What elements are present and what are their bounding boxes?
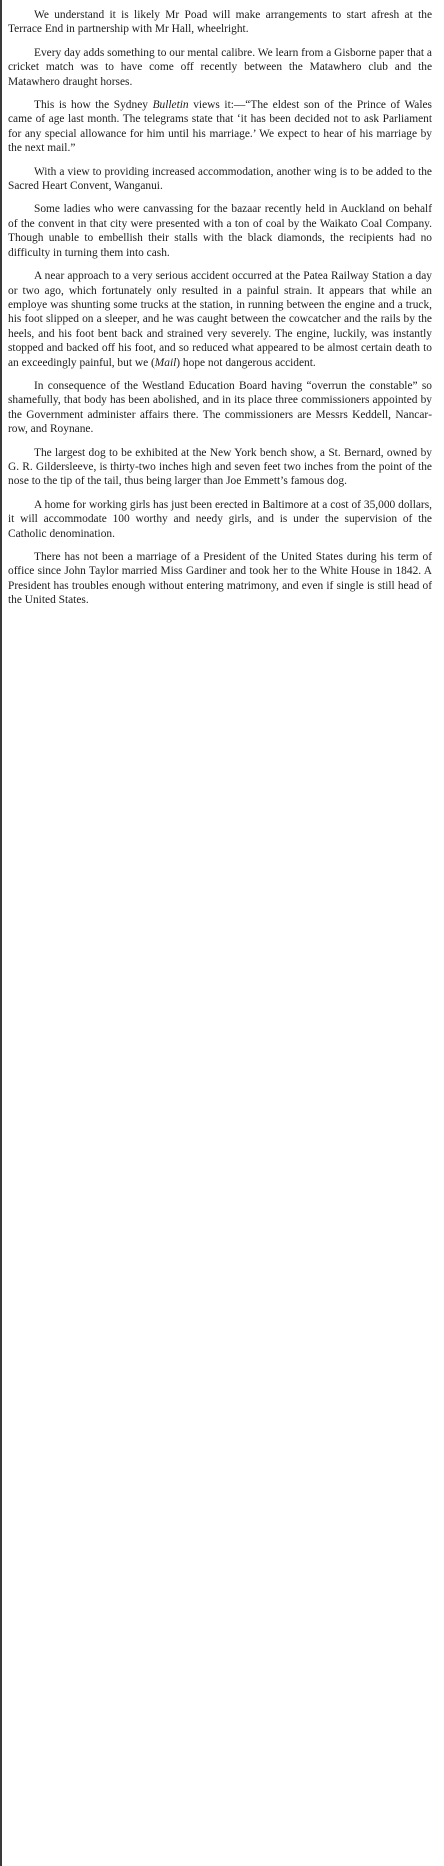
paragraph-text: There has not been a marriage of a President of the United States during his term of office since John Taylor married Miss Gardiner and took her to the White House in 1842. A President has troubles enough without entering matrimony, and even if single is still head of the United States. bbox=[8, 551, 432, 607]
paragraph-text: ) hope not dangerous accident. bbox=[176, 356, 316, 369]
paragraph-text: In consequence of the Westland Education Board having “overrun the constable” so shamefully, that body has been abolished, and in its place three commissioners appointed by the Government administer affairs there. The commissioners are Messrs Keddell, Nancarrow, and Roynane. bbox=[8, 379, 432, 436]
news-paragraph bbox=[8, 98, 432, 156]
news-paragraph bbox=[8, 46, 432, 89]
paragraph-text: This is how the Sydney bbox=[34, 99, 153, 112]
news-paragraph bbox=[8, 202, 432, 260]
paragraph-text: The largest dog to be exhibited at the New York bench show, a St. Bernard, owned by G. R. Gildersleeve, is thirty-two inches high and seven feet two inches from the point of the nose to the tip of the tail, thus being larger than Joe Emmett’s famous dog. bbox=[8, 446, 432, 488]
italic-title: Mail bbox=[154, 356, 177, 369]
news-paragraph bbox=[8, 165, 432, 194]
paragraph-text: We understand it is likely Mr Poad will make arrangements to start afresh at the Terrace End in partnership with Mr Hall, wheelright. bbox=[8, 9, 432, 36]
news-paragraph bbox=[8, 379, 432, 437]
news-paragraph bbox=[8, 269, 432, 370]
news-paragraph bbox=[8, 8, 432, 37]
paragraph-text: A home for working girls has just been erected in Baltimore at a cost of 35,000 dollars, it will accommodate 100 worthy and needy girls, and is under the supervision of the Catholic denomination. bbox=[8, 498, 432, 540]
news-paragraph bbox=[8, 498, 432, 541]
paragraph-text: With a view to providing increased accommodation, another wing is to be added to the Sacred Heart Convent, Wanganui. bbox=[8, 165, 432, 193]
paragraph-text: views it:—“The eldest son of the Prince of Wales came of age last month. The telegrams state that ‘it has been decided not to ask Parliament for any special allowance for him until his marriage.’ We expect to hear of his marriage by the next mail.” bbox=[8, 99, 432, 155]
news-paragraph bbox=[8, 446, 432, 489]
italic-title: Bulletin bbox=[152, 99, 189, 112]
paragraph-text: Every day adds something to our mental calibre. We learn from a Gisborne paper that a cricket match was to have come off recently between the Matawhero club and the Matawhero draught horses. bbox=[8, 46, 432, 88]
paragraph-text: Some ladies who were canvassing for the bazaar recently held in Auckland on behalf of the convent in that city were presented with a ton of coal by the Waikato Coal Company. Though unable to embellish their stalls with the black diamonds, the recipients had no difficulty in turning them into cash. bbox=[8, 203, 432, 259]
paragraph-text: A near approach to a very serious accident occurred at the Patea Railway Station a day or two ago, which fortunately only resulted in a painful strain. It appears that while an employe was shunting some trucks at the station, in running between the engine and a truck, his foot slipped on a sleeper, and he was caught between the cowcatcher and the rails by the heels, and his foot bent back and strained very severely. The engine, luckily, was instantly stopped and backed off his foot, and so reduced what appeared to be almost certain death to an exceedingly painful, but we ( bbox=[8, 270, 432, 369]
news-paragraph bbox=[8, 550, 432, 608]
